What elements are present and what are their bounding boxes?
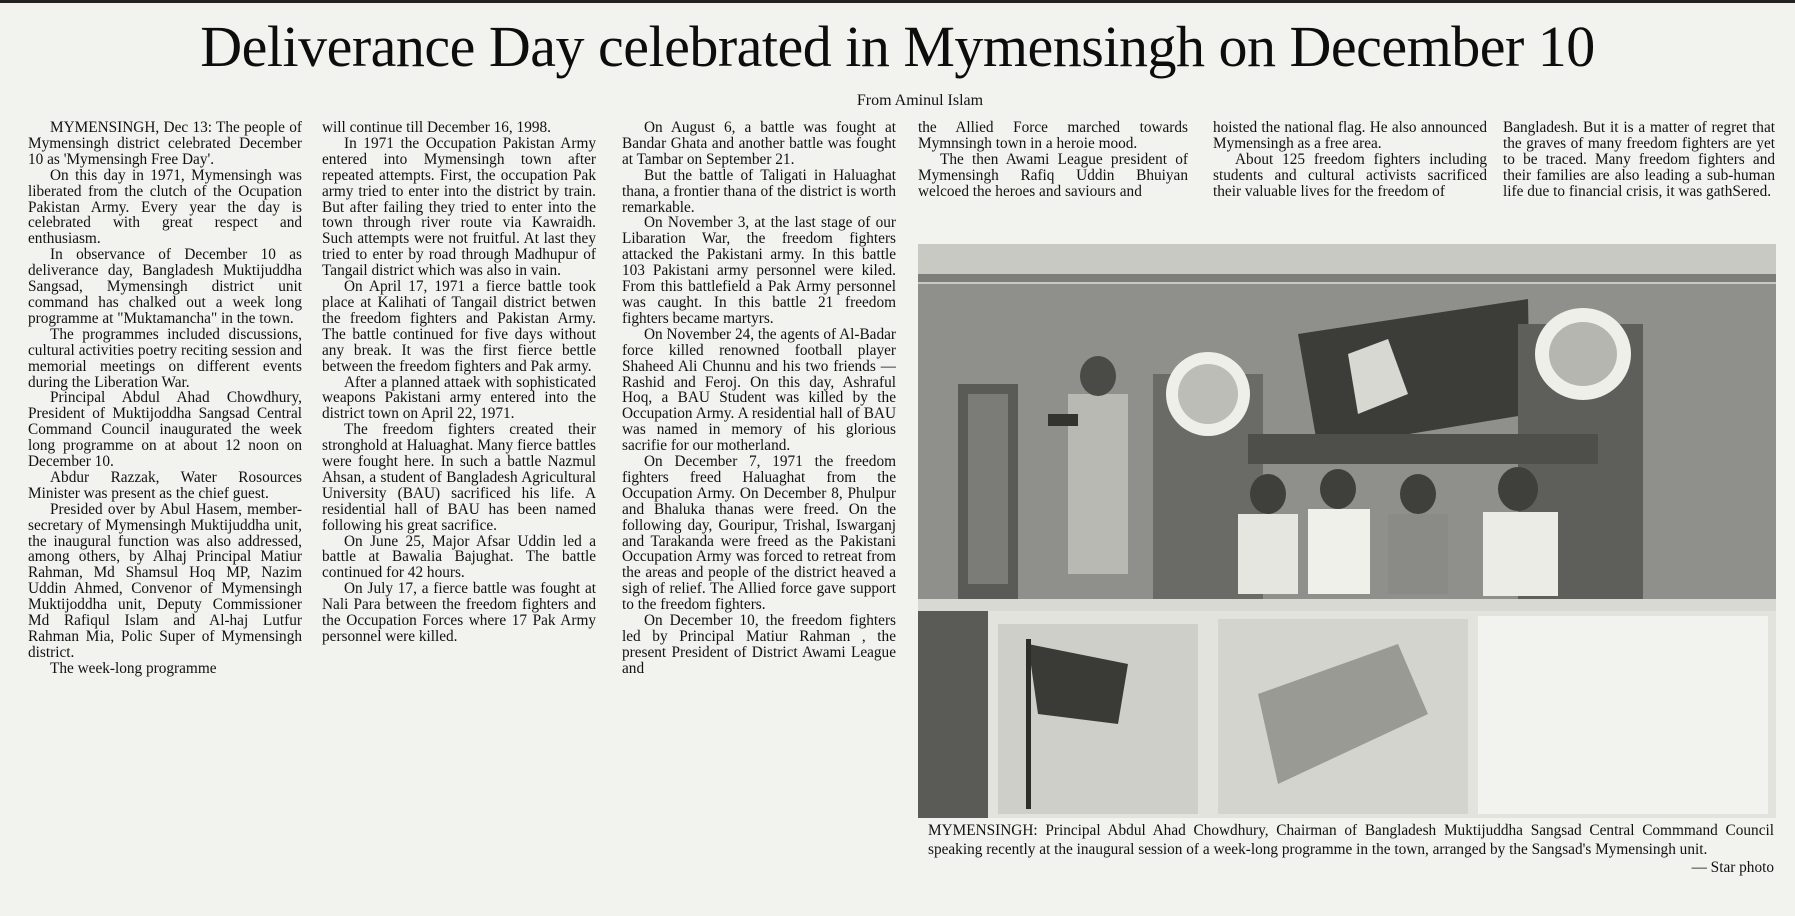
photo-credit: — Star photo (1691, 859, 1774, 876)
paragraph: The then Awami League president of Mymensingh Rafiq Uddin Bhuiyan welcoed the heroes and saviours and (918, 150, 1188, 200)
top-rule (0, 0, 1795, 3)
paragraph: The programmes included discussions, cultural activities poetry reciting session and memorial meetings on different events during the Liberation War. (28, 325, 302, 391)
paragraph: On July 17, a fierce battle was fought at Nali Para between the freedom fighters and the Occupation Forces where 17 Pak Army personnel were killed. (322, 580, 596, 645)
article-column-3 (622, 120, 896, 910)
paragraph: On August 6, a battle was fought at Bandar Ghata and another battle was fought at Tambar on September 21. (622, 120, 896, 168)
paragraph: The week-long programme (50, 659, 217, 677)
caption-text: MYMENSINGH: Principal Abdul Ahad Chowdhury, Chairman of Bangladesh Muktijuddha Sangsad Central Commmand Council speaking recently at the inaugural session of a week-long programme in the town, arranged by the Sangsad's Mymensingh unit. (928, 822, 1774, 858)
paragraph: In observance of December 10 as deliverance day, Bangladesh Muktijuddha Sangsad, Mymensingh district unit command has chalked out a week long programme at "Muktamancha" in the town. (28, 246, 302, 327)
article-column-5 (1213, 120, 1487, 237)
article-column-4 (918, 120, 1188, 237)
paragraph: On this day in 1971, Mymensingh was liberated from the clutch of the Ocupation Pakistan Army. Every year the day is celebrated with great respect and enthusiasm. (28, 166, 302, 248)
paragraph: About 125 freedom fighters including students and cultural activists sacrificed their valuable lives for the freedom of (1213, 150, 1487, 200)
photo-caption (928, 822, 1774, 902)
paragraph: On April 17, 1971 a fierce battle took place at Kalihati of Tangail district betwen the freedom fighters and Pakistan Army. The battle continued for five days without any break. It was the first fierce bettle between the freedom fighters and Pak army. (322, 278, 596, 375)
paragraph: Abdur Razzak, Water Rosources Minister was present as the chief guest. (28, 468, 302, 502)
photo-illustration (918, 244, 1776, 818)
paragraph: On June 25, Major Afsar Uddin led a battle at Bawalia Bajughat. The battle continued for 42 hours. (322, 532, 596, 582)
paragraph: In 1971 the Occupation Pakistan Army entered into Mymensingh town after repeated attempts. First, the occupation Pak army tried to enter into the district by train. But after failing they tried to enter into the town through river route via Kawraidh. Such attempts were not fruitful. At last they tried to enter by road through Madhupur of Tangail district which was also in vain. (322, 134, 596, 280)
paragraph: The freedom fighters created their stronghold at Haluaghat. Many fierce battles were fought here. In such a battle Nazmul Ahsan, a student of Bangladesh Agricultural University (BAU) sacrificed his life. A residential hall of BAU has been named following his great sacrifice. (322, 421, 596, 534)
paragraph: But the battle of Taligati in Haluaghat thana, a frontier thana of the district is worth remarkable. (622, 166, 896, 216)
article-column-1 (28, 120, 302, 910)
headline: Deliverance Day celebrated in Mymensingh on December 10 (200, 14, 1595, 79)
paragraph: After a planned attaek with sophisticated weapons Pakistani army entered into the district town on April 22, 1971. (322, 373, 596, 423)
paragraph: On December 7, 1971 the freedom fighters freed Haluaghat from the Occupation Army. On December 8, Phulpur and Bhaluka thanas were freed. On the following day, Gouripur, Trishal, Iswarganj and Tarakanda were freed as the Pakistani Occupation Army was forced to retreat from the areas and people of the district heaved a sigh of relief. The Allied force gave support to the freedom fighters. (622, 453, 896, 614)
article-column-2 (322, 120, 596, 910)
paragraph: the Allied Force marched towards Mymnsingh town in a heroie mood. (918, 120, 1188, 152)
paragraph: Bangladesh. But it is a matter of regret that the graves of many freedom fighters are yet to be traced. Many freedom fighters and their families are also leading a sub-human life due to financial crisis, it was gathSered. (1503, 120, 1775, 200)
news-photo (918, 244, 1776, 818)
paragraph: MYMENSINGH, Dec 13: The people of Mymensingh district celebrated December 10 as 'Mymensingh Free Day'. (28, 120, 302, 168)
paragraph: On November 3, at the last stage of our Libaration War, the freedom fighters attacked the Pakistani army. In this battle 103 Pakistani army personnel were kiled. From this battlefield a Pak Army personnel was caught. In this battle 21 freedom fighters became martyrs. (622, 214, 896, 327)
paragraph: On November 24, the agents of Al-Badar force killed renowned football player Shaheed Ali Chunnu and his two friends — Rashid and Feroj. On this day, Ashraful Hoq, a BAU Student was killed by the Occupation Army. A residential hall of BAU was named in memory of his glorious sacrifie for our motherland. (622, 325, 896, 455)
paragraph: Presided over by Abul Hasem, member-secretary of Mymensingh Muktijuddha unit, the inaugural function was also addressed, among others, by Alhaj Principal Matiur Rahman, Md Shamsul Hoq MP, Nazim Uddin Ahmed, Convenor of Mymensingh Muktijoddha unit, Deputy Commissioner Md Rafiqul Islam and Al-haj Lutfur Rahman Mia, Polic Super of Mymensingh district. (28, 500, 302, 661)
byline: From Aminul Islam (856, 92, 984, 109)
article-column-6 (1503, 120, 1775, 237)
paragraph: Principal Abdul Ahad Chowdhury, President of Muktijoddha Sangsad Central Command Council inaugurated the week long programme on at about 12 noon on December 10. (28, 389, 302, 471)
paragraph: On December 10, the freedom fighters led by Principal Matiur Rahman , the present President of District Awami League and (622, 612, 896, 677)
paragraph: hoisted the national flag. He also announced Mymensingh as a free area. (1213, 120, 1487, 152)
paragraph: will continue till December 16, 1998. (322, 120, 551, 136)
